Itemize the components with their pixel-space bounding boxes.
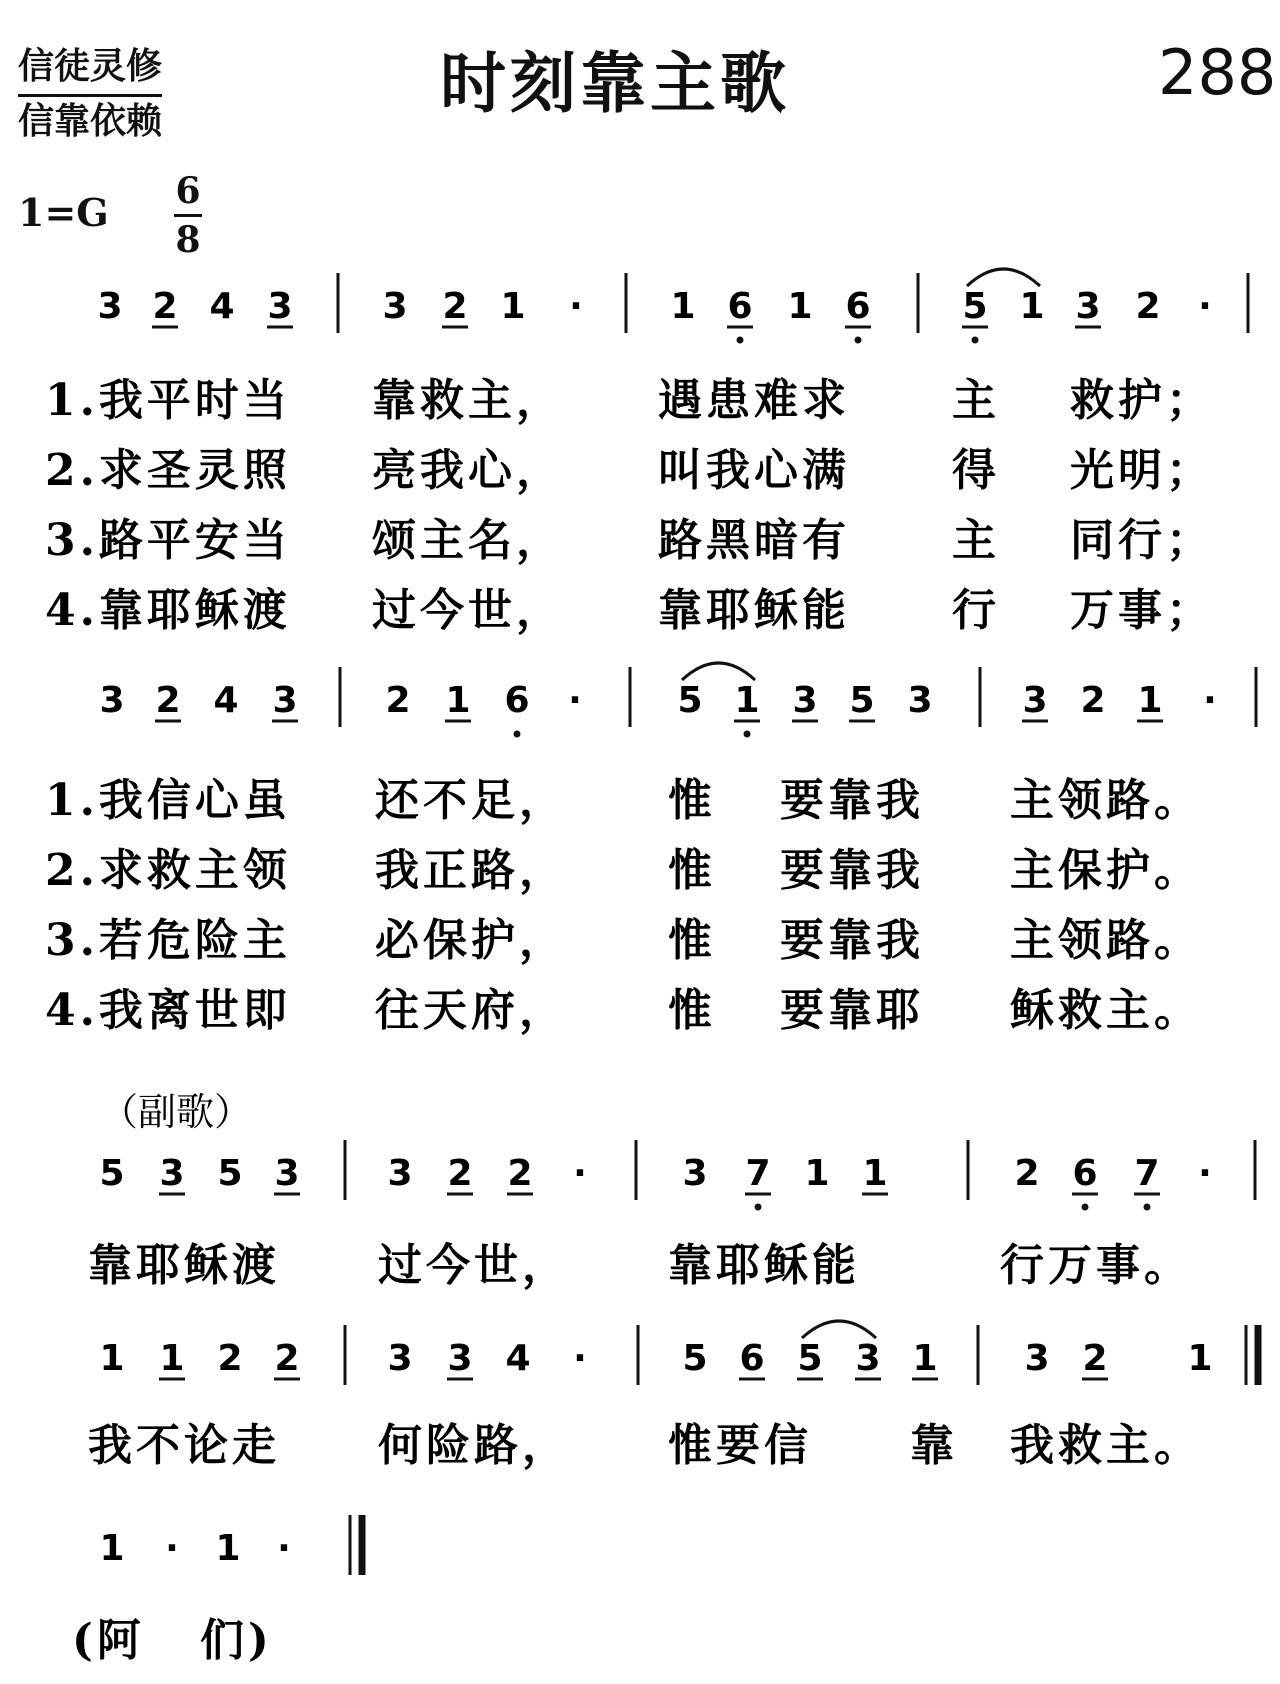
note: 3 (267, 286, 293, 327)
lyric-segment: 们) (200, 1615, 273, 1666)
note: 5 (99, 1153, 125, 1194)
note: 1 (99, 1528, 125, 1569)
lyric-segment: 要靠我 (780, 775, 924, 826)
note: 1 (862, 1153, 888, 1194)
note: · (277, 1528, 291, 1569)
lyric-segment: 3.若危险主 (45, 915, 291, 966)
slur (802, 1321, 876, 1338)
note: 1 (215, 1528, 241, 1569)
category-line-2: 信靠依赖 (18, 101, 163, 142)
note: 3 (792, 680, 818, 721)
lyric-segment: 必保护， (375, 915, 567, 966)
note: 5 (962, 286, 988, 327)
lyric-segment: 何险路， (378, 1420, 570, 1471)
note: 3 (855, 1338, 881, 1379)
lyric-segment: 过今世， (372, 585, 564, 636)
note: · (1198, 286, 1212, 327)
lyric-segment: 要靠耶 (780, 985, 924, 1036)
note: 2 (1014, 1153, 1040, 1194)
note: 6 (504, 680, 530, 721)
note: 2 (507, 1153, 533, 1194)
hymn-number: 288 (1158, 36, 1277, 109)
note: 3 (387, 1338, 413, 1379)
note: 2 (217, 1338, 243, 1379)
note: 6 (727, 286, 753, 327)
lyric-segment: 惟 (668, 775, 716, 826)
lyric-segment: 万事； (1070, 585, 1214, 636)
note: 4 (213, 680, 239, 721)
lyric-segment: 行 (952, 585, 1000, 636)
lyric-segment: 2.求圣灵照 (45, 445, 291, 496)
note: 3 (97, 286, 123, 327)
lyric-segment: 靠 (910, 1420, 958, 1471)
lyric-segment: 路黑暗有 (658, 515, 850, 566)
key-signature: 1=G (18, 190, 109, 235)
note: 2 (1135, 286, 1161, 327)
note: 3 (1075, 286, 1101, 327)
low-octave-dot (514, 731, 521, 738)
note: · (1198, 1153, 1212, 1194)
lyric-segment: 行万事。 (1000, 1240, 1192, 1291)
note: 1 (670, 286, 696, 327)
note: · (569, 286, 583, 327)
note: 2 (152, 286, 178, 327)
note: 3 (447, 1338, 473, 1379)
lyric-segment: 稣救主。 (1010, 985, 1202, 1036)
chorus-label: （副歌） (100, 1090, 253, 1134)
note: 5 (217, 1153, 243, 1194)
lyric-segment: 1.我信心虽 (45, 775, 291, 826)
lyric-segment: 3.路平安当 (45, 515, 291, 566)
time-signature-top: 6 (175, 170, 201, 212)
lyric-segment: 往天府， (375, 985, 567, 1036)
lyric-segment: 同行； (1070, 515, 1214, 566)
note: 1 (1137, 680, 1163, 721)
note: 6 (739, 1338, 765, 1379)
lyric-segment: 主领路。 (1010, 775, 1202, 826)
note: 3 (272, 680, 298, 721)
note: 2 (1082, 1338, 1108, 1379)
lyric-segment: 靠救主， (372, 375, 564, 426)
lyric-segment: 靠耶稣渡 (88, 1240, 280, 1291)
note: 5 (677, 680, 703, 721)
lyric-segment: 2.求救主领 (45, 845, 291, 896)
lyric-segment: 惟 (668, 985, 716, 1036)
note: · (568, 680, 582, 721)
lyric-segment: 还不足， (375, 775, 567, 826)
note: 3 (159, 1153, 185, 1194)
lyric-segment: 主 (952, 375, 1000, 426)
note: 1 (500, 286, 526, 327)
note: 4 (209, 286, 235, 327)
low-octave-dot (1082, 1204, 1089, 1211)
note: 3 (382, 286, 408, 327)
slur (682, 663, 755, 680)
note: 3 (907, 680, 933, 721)
lyric-segment: 主保护。 (1010, 845, 1202, 896)
low-octave-dot (737, 337, 744, 344)
lyric-segment: 靠耶稣能 (668, 1240, 860, 1291)
note: 1 (445, 680, 471, 721)
lyric-segment: 主 (952, 515, 1000, 566)
lyric-segment: 主领路。 (1010, 915, 1202, 966)
lyric-segment: 要靠我 (780, 845, 924, 896)
lyric-segment: 惟 (668, 915, 716, 966)
note: 3 (1022, 680, 1048, 721)
hymn-title: 时刻靠主歌 (440, 45, 790, 122)
lyric-segment: 我救主。 (1010, 1420, 1202, 1471)
lyric-segment: 我正路， (375, 845, 567, 896)
note: 1 (912, 1338, 938, 1379)
slur (967, 269, 1040, 286)
note: · (1203, 680, 1217, 721)
low-octave-dot (1144, 1204, 1151, 1211)
lyric-segment: 光明； (1070, 445, 1214, 496)
time-signature-bottom: 8 (175, 219, 201, 261)
lyric-segment: (阿 (72, 1615, 145, 1666)
note: 7 (1134, 1153, 1160, 1194)
note: 3 (274, 1153, 300, 1194)
note: 4 (505, 1338, 531, 1379)
lyric-segment: 我不论走 (88, 1420, 280, 1471)
note: · (165, 1528, 179, 1569)
lyric-segment: 遇患难求 (658, 375, 850, 426)
note: 6 (845, 286, 871, 327)
note: 3 (682, 1153, 708, 1194)
note: 5 (849, 680, 875, 721)
category-line-1: 信徒灵修 (18, 42, 162, 97)
lyric-segment: 得 (952, 445, 1000, 496)
lyric-segment: 惟要信 (668, 1420, 812, 1471)
lyric-segment: 4.靠耶稣渡 (45, 585, 291, 636)
low-octave-dot (855, 337, 862, 344)
note: 1 (787, 286, 813, 327)
low-octave-dot (744, 731, 751, 738)
lyric-segment: 亮我心， (372, 445, 564, 496)
note: 1 (1187, 1338, 1213, 1379)
lyric-segment: 救护； (1070, 375, 1214, 426)
note: 5 (682, 1338, 708, 1379)
lyric-segment: 叫我心满 (658, 445, 850, 496)
note: · (573, 1338, 587, 1379)
lyric-segment: 靠耶稣能 (658, 585, 850, 636)
note: 5 (797, 1338, 823, 1379)
low-octave-dot (755, 1204, 762, 1211)
note: 1 (1019, 286, 1045, 327)
note: 3 (1024, 1338, 1050, 1379)
note: 3 (99, 680, 125, 721)
lyric-segment: 4.我离世即 (45, 985, 291, 1036)
lyric-segment: 颂主名， (372, 515, 564, 566)
low-octave-dot (972, 337, 979, 344)
note: 7 (745, 1153, 771, 1194)
lyric-segment: 惟 (668, 845, 716, 896)
note: 2 (447, 1153, 473, 1194)
note: 2 (385, 680, 411, 721)
note: 2 (1080, 680, 1106, 721)
note: 1 (734, 680, 760, 721)
note: 2 (442, 286, 468, 327)
lyric-segment: 1.我平时当 (45, 375, 291, 426)
note: 1 (804, 1153, 830, 1194)
note: 6 (1072, 1153, 1098, 1194)
lyric-segment: 要靠我 (780, 915, 924, 966)
note: · (573, 1153, 587, 1194)
lyric-segment: 过今世， (378, 1240, 570, 1291)
note: 1 (99, 1338, 125, 1379)
note: 1 (159, 1338, 185, 1379)
note: 2 (274, 1338, 300, 1379)
note: 2 (155, 680, 181, 721)
note: 3 (387, 1153, 413, 1194)
